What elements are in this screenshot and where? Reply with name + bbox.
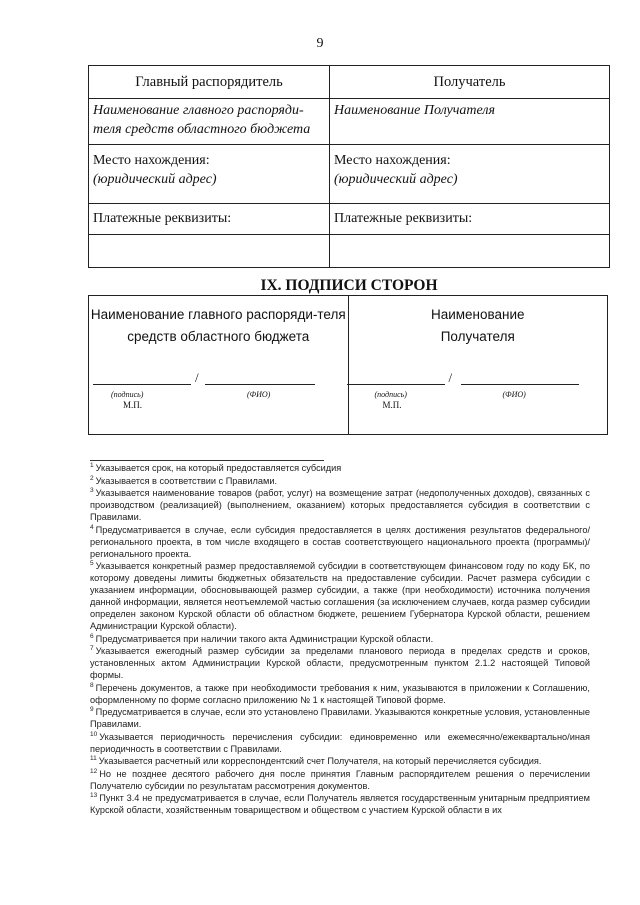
signatures-table (88, 295, 608, 435)
location-label: Место нахождения: (334, 153, 451, 168)
footnote: $^3$ Указывается наименование товаров (работ, услуг) на возмещение затрат (недополученных доходов), связанных с производством (реализацией) (выполнением, оказанием) которых предоставляется субсидия в соответствии с Правилами. (90, 487, 590, 522)
chief-administrator-title: Наименование главного распоряди-теля средств областного бюджета (90, 307, 346, 344)
stamp-place: М.П. (123, 400, 143, 410)
recipient-title: Наименование Получателя (430, 307, 525, 344)
party-details-table (88, 65, 610, 268)
footnote: $^2$ Указывается в соответствии с Правилами. (90, 474, 278, 486)
footnote: $^9$ Предусматривается в случае, если это установлено Правилами. Указываются конкретные условия, установленные Правилами. (90, 706, 590, 729)
footnote: $^4$ Предусматривается в случае, если субсидия предоставляется в целях достижения результатов федерального/регионального проекта, в том числе входящего в состав соответствующего национального проекта (программы)/регионального проекта. (90, 523, 590, 559)
footnote: $^{10}$ Указывается периодичность перечисления субсидии: единовременно или ежемесячно/ежеквартально/иная периодичность в соответствии с Правилами. (90, 730, 590, 754)
footnote: $^6$ Предусматривается при наличии такого акта Администрации Курской области. (90, 632, 434, 644)
slash: / (448, 370, 453, 385)
location-note: (юридический адрес) (93, 172, 217, 187)
recipient-location (330, 145, 610, 204)
signature-line (347, 364, 445, 385)
slash: / (195, 370, 199, 385)
recipient-header: Получатель (330, 66, 610, 99)
recipient-name: Наименование Получателя (330, 99, 610, 145)
signature-line (93, 364, 191, 385)
fio-line (461, 364, 579, 385)
fio-caption: (ФИО) (502, 390, 526, 399)
chief-administrator-payment: Платежные реквизиты: (89, 204, 330, 235)
footnote: $^{13}$ Пункт 3.4 не предусматривается в случае, если Получатель является государственным унитарным предприятием Курской области, хозяйственным товариществом и обществом с участием Курской области в их (90, 792, 590, 815)
footnote: $^{11}$ Указывается расчетный или корреспондентский счет Получателя, на который перечисляется субсидия. (90, 755, 542, 766)
footnote: $^{12}$ Но не позднее десятого рабочего дня после принятия Главным распорядителем решения о перечислении Получателю субсидии по результатам рассмотрения документов. (90, 767, 590, 791)
page-number: 9 (316, 36, 324, 51)
empty-cell (89, 235, 330, 268)
signatures-heading: IX. ПОДПИСИ СТОРОН (260, 277, 438, 294)
location-label: Место нахождения: (93, 153, 210, 168)
chief-administrator-header: Главный распорядитель (89, 66, 330, 99)
signature-caption: (подпись) (111, 390, 144, 399)
signature-caption: (подпись) (374, 390, 407, 399)
location-note: (юридический адрес) (334, 172, 458, 187)
footnote-separator (90, 460, 324, 461)
empty-cell (330, 235, 610, 268)
recipient-payment: Платежные реквизиты: (330, 204, 610, 235)
chief-administrator-signature-cell (89, 296, 349, 435)
fio-caption: (ФИО) (247, 390, 271, 399)
footnote: $^5$ Указывается конкретный размер предоставляемой субсидии в соответствующем финансовом году по коду БК, по которому доведены лимиты бюджетных обязательств на предоставление субсидии. Расчет размера субсидии с указанием информации, обосновывающей размер субсидии, а также (при необходимости) источника получения данной информации, является неотъемлемой частью соглашения (за исключением случаев, когда размер субсидии определен законом Курской области об областном бюджете, решением Губернатора Курской области, решением Администрации Курской области). (90, 560, 590, 631)
recipient-signature-cell (348, 296, 608, 435)
footnote: $^7$ Указывается ежегодный размер субсидии за пределами планового периода в пределах средств и сроков, установленных актом Администрации Курской области, предусмотренным пунктом 2.1.2 настоящей Типовой формы. (90, 645, 590, 680)
footnote: $^1$ Указывается срок, на который предоставляется субсидия (90, 462, 342, 473)
chief-administrator-name: Наименование главного распоряди-теля средств областного бюджета (89, 99, 330, 145)
fio-line (205, 364, 315, 385)
footnotes (90, 462, 590, 817)
stamp-place: М.П. (382, 400, 402, 410)
footnote: $^8$ Перечень документов, а также при необходимости требования к ним, указываются в приложении к Соглашению, оформленному по форме согласно приложению № 1 к настоящей Типовой форме. (90, 681, 590, 705)
chief-administrator-location (89, 145, 330, 204)
